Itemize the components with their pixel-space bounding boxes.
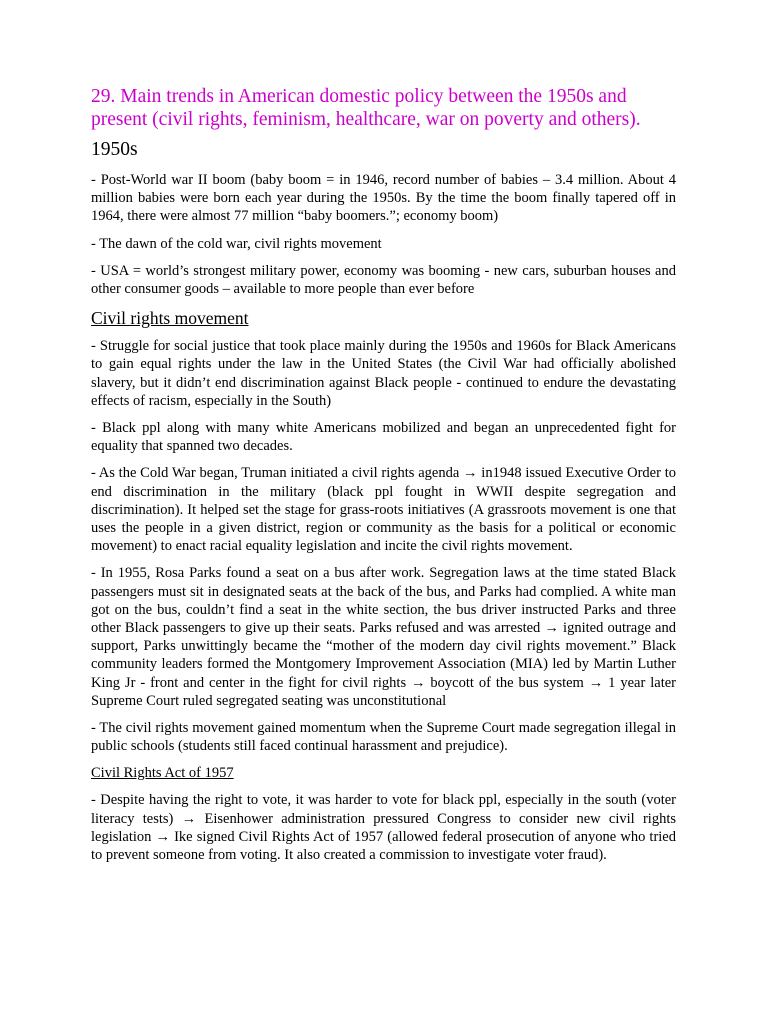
heading-1950s: 1950s <box>91 139 138 160</box>
paragraph-rosa-parks: - In 1955, Rosa Parks found a seat on a bus after work. Segregation laws at the time stated Black passengers must sit in designated seats at the back of the bus, and Parks had complied. A white man got on the bus, couldn’t find a seat in the white section, the bus driver instructed Parks and three other Black passengers to give up their seats. Parks refused and was arrested → ignited outrage and support, Parks unwittingly became the “mother of the modern day civil rights movement.” Black community leaders formed the Montgomery Improvement Association (MIA) led by Martin Luther King Jr - front and center in the fight for civil rights → boycott of the bus system → 1 year later Supreme Court ruled segregated seating was unconstitutional <box>91 565 676 709</box>
paragraph-usa-power: - USA = world’s strongest military power, economy was booming - new cars, suburban houses and other consumer goods – available to more people than ever before <box>91 262 676 298</box>
document-page <box>91 85 676 873</box>
paragraph-struggle: - Struggle for social justice that took place mainly during the 1950s and 1960s for Black Americans to gain equal rights under the law in the United States (the Civil War had officially abolished slavery, but it didn’t end discrimination against Black people - continued to endure the devastating effects of racism, especially in the South) <box>91 338 676 409</box>
paragraph-supreme-court: - The civil rights movement gained momentum when the Supreme Court made segregation illegal in public schools (students still faced continual harassment and prejudice). <box>91 720 676 755</box>
paragraph-mobilized: - Black ppl along with many white Americans mobilized and began an unprecedented fight for equality that spanned two decades. <box>91 420 676 455</box>
paragraph-cold-war: - The dawn of the cold war, civil rights movement <box>91 235 382 252</box>
paragraph-voting: - Despite having the right to vote, it was harder to vote for black ppl, especially in the south (voter literacy tests) → Eisenhower administration pressured Congress to consider new civil rights legislation → Ike signed Civil Rights Act of 1957 (allowed federal prosecution of anyone who tried to prevent someone from voting. It also created a commission to investigate voter fraud). <box>91 792 676 864</box>
heading-civil-rights-movement: Civil rights movement <box>91 308 249 329</box>
paragraph-baby-boom: - Post-World war II boom (baby boom = in 1946, record number of babies – 3.4 million. About 4 million babies were born each year during the 1950s. By the time the boom finally tapered off in 1964, there were almost 77 million “baby boomers.”; economy boom) <box>91 172 676 225</box>
paragraph-truman: - As the Cold War began, Truman initiated a civil rights agenda → in1948 issued Executive Order to end discrimination in the military (black ppl fought in WWII despite segregation and discrimination). It helped set the stage for grass-roots initiatives (A grassroots movement is one that uses the people in a given district, region or community as the basis for a political or economic movement) to enact racial equality legislation and incite the civil rights movement. <box>91 465 676 555</box>
document-title: 29. Main trends in American domestic policy between the 1950s and present (civil rights, feminism, healthcare, war on poverty and others). <box>91 86 641 130</box>
heading-civil-rights-act-1957: Civil Rights Act of 1957 <box>91 765 234 782</box>
